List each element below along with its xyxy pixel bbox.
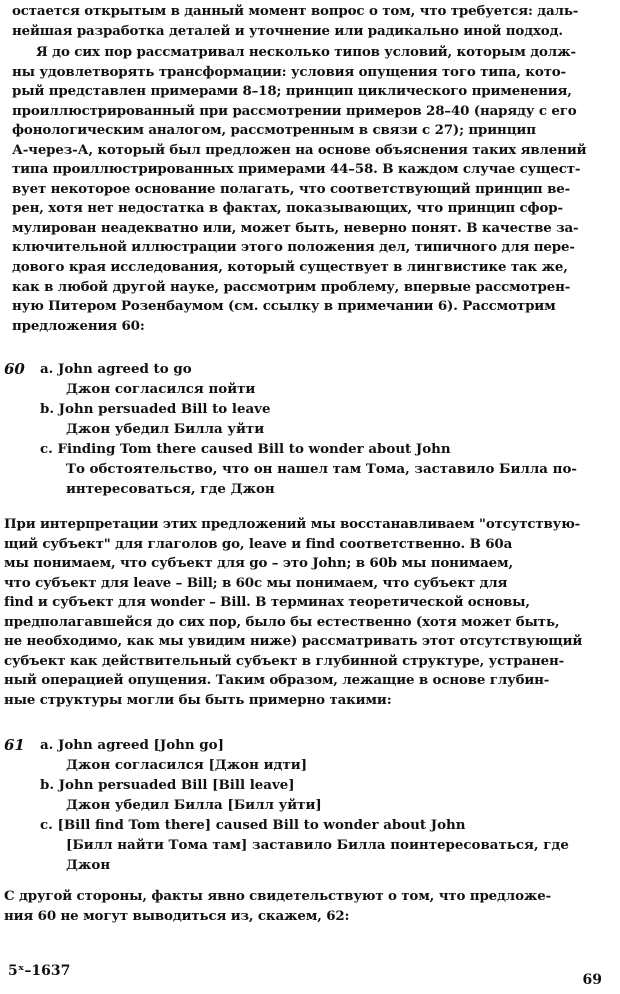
example-line: Джон согласился пойти bbox=[66, 381, 256, 397]
text-line: что субъект для leave – Bill; в 60c мы понимаем, что субъект для bbox=[4, 574, 508, 591]
text-line: дового края исследования, который существует в лингвистике так же, bbox=[12, 259, 568, 276]
text-line: ный операцией опущения. Таким образом, лежащие в основе глубин- bbox=[4, 672, 550, 689]
example-number: 61 bbox=[4, 736, 25, 754]
text-line: фонологическим аналогом, рассмотренным в связи с 27); принцип bbox=[12, 122, 536, 139]
text-line: мулирован неадекватно или, может быть, неверно понят. В качестве за- bbox=[12, 219, 579, 236]
example-60 bbox=[4, 360, 614, 505]
text-line: А-через-А, который был предложен на основе объяснения таких явлений bbox=[12, 141, 587, 158]
text-line: find и субъект для wonder – Bill. В терминах теоретической основы, bbox=[4, 594, 530, 611]
text-line: остается открытым в данный момент вопрос о том, что требуется: даль- bbox=[12, 3, 579, 19]
paragraph-conclusion bbox=[4, 887, 608, 926]
example-line: c. Finding Tom there caused Bill to wonder about John bbox=[40, 441, 451, 457]
example-line: Джон bbox=[66, 857, 111, 873]
example-line: a. John agreed to go bbox=[40, 361, 192, 377]
text-line: Я до сих пор рассматривал несколько типов условий, которым долж- bbox=[36, 44, 576, 60]
text-line: При интерпретации этих предложений мы восстанавливаем "отсутствую- bbox=[4, 516, 581, 532]
example-line: a. John agreed [John go] bbox=[40, 737, 224, 753]
text-line: рен, хотя нет недостатка в фактах, показывающих, что принцип сфор- bbox=[12, 200, 563, 217]
text-line: типа проиллюстрированных примерами 44–58. В каждом случае сущест- bbox=[12, 161, 581, 178]
text-line: вует некоторое основание полагать, что соответствующий принцип ве- bbox=[12, 180, 570, 197]
example-line: b. John persuaded Bill to leave bbox=[40, 401, 271, 417]
paragraph-conditions bbox=[12, 43, 608, 336]
text-line: субъект как действительный субъект в глубинной структуре, устранен- bbox=[4, 652, 565, 669]
example-line: b. John persuaded Bill [Bill leave] bbox=[40, 777, 295, 793]
text-line: мы понимаем, что субъект для go – это John; в 60b мы понимаем, bbox=[4, 555, 513, 572]
text-line: С другой стороны, факты явно свидетельствуют о том, что предложе- bbox=[4, 888, 552, 904]
text-line: рый представлен примерами 8–18; принцип циклического применения, bbox=[12, 83, 572, 100]
text-line: ную Питером Розенбаумом (см. ссылку в примечании 6). Рассмотрим bbox=[12, 298, 556, 315]
paragraph-continuation bbox=[12, 2, 608, 41]
text-line: как в любой другой науке, рассмотрим проблему, впервые рассмотрен- bbox=[12, 278, 571, 295]
text-line: нейшая разработка деталей и уточнение или радикально иной подход. bbox=[12, 22, 563, 39]
example-line: Джон убедил Билла уйти bbox=[66, 421, 265, 437]
text-line: ны удовлетворять трансформации: условия опущения того типа, кото- bbox=[12, 63, 566, 80]
text-line: не необходимо, как мы увидим ниже) рассматривать этот отсутствующий bbox=[4, 633, 583, 650]
example-line: Джон согласился [Джон идти] bbox=[66, 757, 308, 773]
text-line: предложения 60: bbox=[12, 317, 145, 334]
example-line: интересоваться, где Джон bbox=[66, 481, 275, 497]
example-line: c. [Bill find Tom there] caused Bill to wonder about John bbox=[40, 817, 466, 833]
text-line: ния 60 не могут выводиться из, скажем, 62: bbox=[4, 907, 350, 924]
example-number: 60 bbox=[4, 360, 25, 378]
page-number: 69 bbox=[582, 972, 602, 988]
text-line: предполагавшейся до сих пор, было бы естественно (хотя может быть, bbox=[4, 613, 560, 630]
example-line: То обстоятельство, что он нашел там Тома, заставило Билла по- bbox=[66, 461, 577, 477]
example-line: [Билл найти Тома там] заставило Билла поинтересоваться, где bbox=[66, 837, 569, 853]
text-line: ключительной иллюстрации этого положения дел, типичного для пере- bbox=[12, 239, 575, 256]
text-line: проиллюстрированный при рассмотрении примеров 28–40 (наряду с его bbox=[12, 102, 577, 119]
example-61 bbox=[4, 736, 614, 881]
paragraph-interpretation bbox=[4, 515, 608, 710]
example-line: Джон убедил Билла [Билл уйти] bbox=[66, 797, 322, 813]
printer-signature: 5ˣ–1637 bbox=[8, 963, 71, 979]
text-line: ные структуры могли бы быть примерно такими: bbox=[4, 691, 392, 708]
text-line: щий субъект" для глаголов go, leave и find соответственно. В 60a bbox=[4, 535, 513, 552]
